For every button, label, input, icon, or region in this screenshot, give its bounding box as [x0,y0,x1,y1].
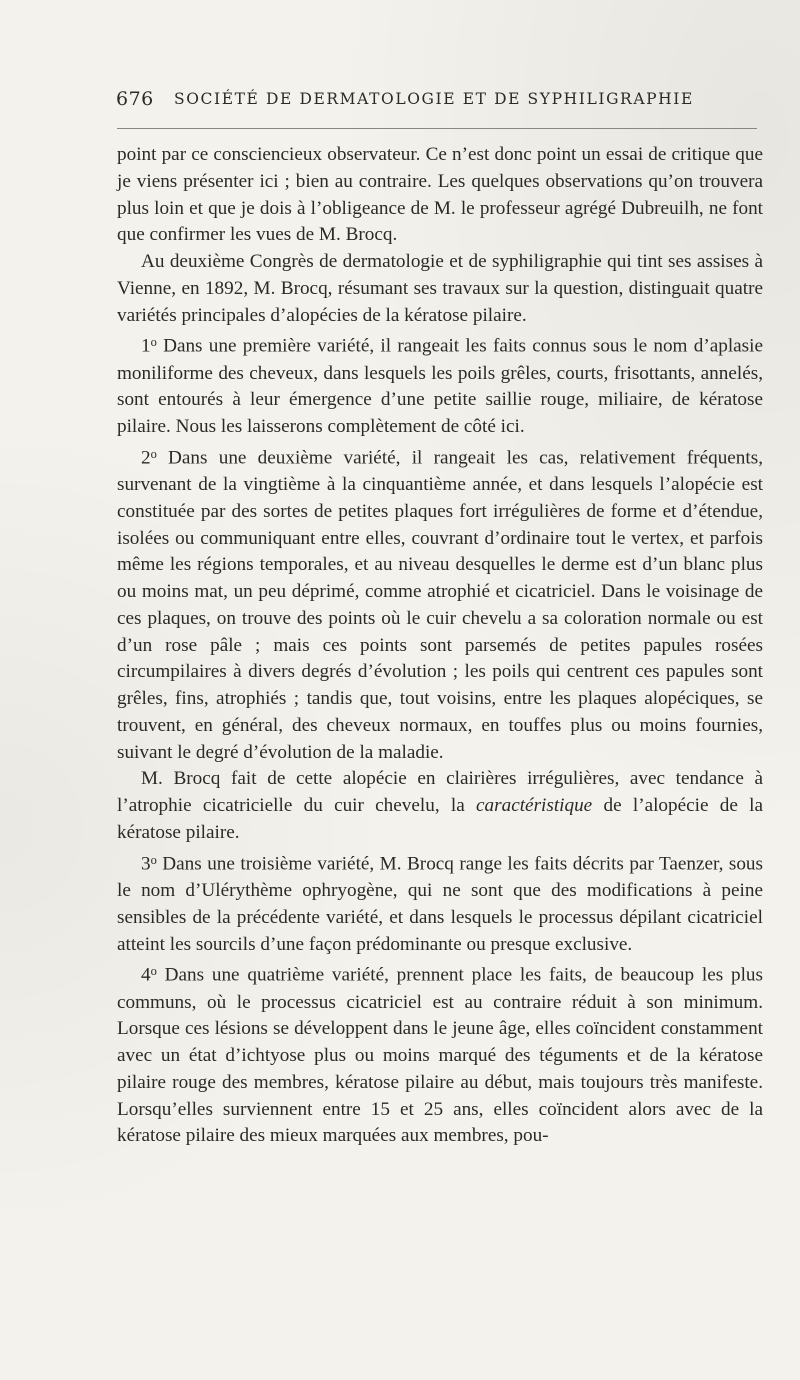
list-number: 2 [141,447,151,469]
list-number: 3 [141,853,151,875]
paragraph-text: M. Brocq fait de cette alopécie en clairières irrégulières, avec tendance à l’atrophie cicatricielle du cuir chevelu, la [117,768,763,817]
body-text [117,142,763,1150]
ordinal-mark: o [150,964,157,979]
running-header [116,88,756,116]
list-number: 4 [141,964,151,986]
paragraph-variety-4 [117,958,763,1150]
ordinal-mark: o [150,446,157,461]
list-number: 1 [141,335,151,357]
paragraph-1 [117,142,763,249]
paragraph-variety-3 [117,847,763,959]
ordinal-mark: o [150,852,157,867]
paragraph-text: Dans une troisième variété, M. Brocq range les faits décrits par Taenzer, sous le nom d’Ulérythème ophryogène, qui ne sont que des modifications à peine sensibles de la précédente variété, et dans lesquels le processus dépilant cicatriciel atteint les sourcils d’une façon prédominante ou presque exclusive. [117,853,763,955]
paragraph-text: Au deuxième Congrès de dermatologie et de syphiligraphie qui tint ses assises à Vienne, en 1892, M. Brocq, résumant ses travaux sur la question, distinguait quatre variétés principales d’alopécies de la kératose pilaire. [117,251,763,326]
paragraph-2 [117,249,763,329]
header-rule [117,128,757,129]
running-title: SOCIÉTÉ DE DERMATOLOGIE ET DE SYPHILIGRAPHIE [174,90,694,108]
paragraph-variety-1 [117,329,763,441]
paragraph-variety-2 [117,441,763,767]
emphasis-text: caractéristique [476,795,593,817]
paragraph-text: Dans une deuxième variété, il rangeait les cas, relativement fréquents, survenant de la vingtième à la cinquantième année, et dans lesquels l’alopécie est constituée par des sortes de petites plaques fort irrégulières de forme et d’étendue, isolées ou communiquant entre elles, couvrant d’ordinaire tout le vertex, et parfois même les régions temporales, et au niveau desquelles le derme est d’un blanc plus ou moins mat, un peu déprimé, comme atrophié et cicatriciel. Dans le voisinage de ces plaques, on trouve des points où le cuir chevelu a sa coloration normale ou est d’un rose pâle ; mais ces points sont parsemés de petites papules rosées circumpilaires à divers degrés d’évolution ; les poils qui centrent ces papules sont grêles, fins, atrophiés ; tandis que, tout voisins, entre les plaques alopéciques, se trouvent, en général, des cheveux normaux, en touffes plus ou moins fournies, suivant le degré d’évolution de la maladie. [117,447,763,763]
paragraph-text: Dans une quatrième variété, prennent place les faits, de beaucoup les plus communs, où le processus cicatriciel est au contraire réduit à son minimum. Lorsque ces lésions se développent dans le jeune âge, elles coïncident constamment avec un état d’ichtyose plus ou moins marqué des téguments et de la kératose pilaire rouge des membres, kératose pilaire au début, mais toujours très manifeste. Lorsqu’elles surviennent entre 15 et 25 ans, elles coïncident alors avec de la kératose pilaire des mieux marquées aux membres, pou- [117,964,763,1147]
paragraph-brocq-characteristic [117,766,763,846]
paragraph-text: de l’alopécie de la kératose pilaire. [117,795,763,843]
page-number: 676 [116,88,154,110]
paragraph-text: point par ce consciencieux observateur. Ce n’est donc point un essai de critique que je viens présenter ici ; bien au contraire. Les quelques observations qu’on trouvera plus loin et que je dois à l’obligeance de M. le professeur agrégé Dubreuilh, ne font que confirmer les vues de M. Brocq. [117,144,763,246]
ordinal-mark: o [150,335,157,350]
paragraph-text: Dans une première variété, il rangeait les faits connus sous le nom d’aplasie moniliforme des cheveux, dans lesquels les poils grêles, courts, frisottants, annelés, sont entourés à leur émergence d’une petite saillie rouge, miliaire, de kératose pilaire. Nous les laisserons complètement de côté ici. [117,335,763,438]
